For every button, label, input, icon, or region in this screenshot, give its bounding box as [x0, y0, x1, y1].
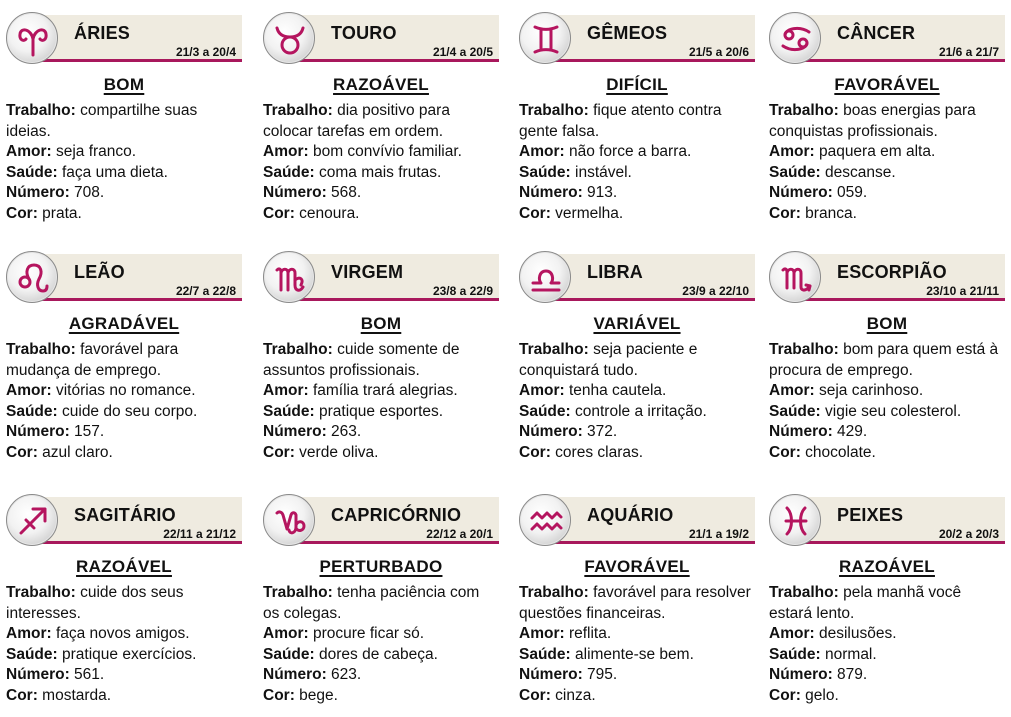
zodiac-medal — [769, 494, 821, 546]
work-text: boas energias para conquistas profissionais. — [769, 102, 976, 140]
love-label: Amor: — [263, 382, 309, 400]
sign-forecast — [263, 340, 499, 464]
health-line — [769, 645, 1005, 666]
cancer-icon — [776, 19, 816, 59]
love-text: vitórias no romance. — [55, 382, 196, 400]
sign-dates: 21/1 a 19/2 — [688, 527, 749, 541]
rating-text: FAVORÁVEL — [584, 557, 690, 576]
number-label: Número: — [6, 666, 70, 684]
work-line — [263, 583, 499, 624]
number-line — [263, 422, 499, 443]
work-label: Trabalho: — [263, 102, 333, 119]
number-text: 913. — [587, 184, 618, 202]
rating-text: BOM — [866, 314, 908, 333]
number-label: Número: — [769, 184, 833, 202]
health-text: cuide do seu corpo. — [62, 402, 198, 420]
love-text: desilusões. — [818, 625, 897, 643]
header-divider — [289, 541, 499, 544]
work-label: Trabalho: — [769, 102, 839, 119]
header-divider — [795, 59, 1005, 62]
color-line — [769, 443, 1005, 464]
sign-forecast — [769, 340, 1005, 464]
zodiac-medal — [263, 494, 315, 546]
health-label: Saúde: — [519, 645, 571, 663]
zodiac-medal — [6, 12, 58, 64]
love-line — [769, 142, 1005, 163]
sign-rating — [6, 557, 242, 577]
health-line — [263, 645, 499, 666]
rating-text: RAZOÁVEL — [76, 557, 172, 576]
sign-name: AQUÁRIO — [587, 505, 674, 525]
sign-header — [769, 494, 1005, 546]
leo-icon — [13, 258, 53, 298]
sign-dates: 23/9 a 22/10 — [682, 284, 749, 298]
sign-rating — [769, 314, 1005, 334]
sign-header — [6, 12, 242, 64]
color-label: Cor: — [263, 204, 295, 222]
taurus-icon — [270, 19, 310, 59]
rating-text: PERTURBADO — [319, 557, 443, 576]
color-line — [263, 686, 499, 707]
work-label: Trabalho: — [6, 341, 76, 358]
work-text: compartilhe suas ideias. — [6, 102, 198, 140]
love-text: paquera em alta. — [818, 143, 936, 161]
love-line — [519, 142, 755, 163]
health-text: vigie seu colesterol. — [825, 402, 962, 420]
color-line — [263, 443, 499, 464]
love-label: Amor: — [263, 625, 309, 643]
number-line — [6, 665, 242, 686]
header-divider — [545, 541, 755, 544]
color-text: azul claro. — [42, 443, 113, 461]
love-text: seja franco. — [55, 143, 137, 161]
health-text: controle a irritação. — [575, 402, 707, 420]
sign-rating — [519, 75, 755, 95]
work-line — [769, 101, 1005, 142]
health-text: dores de cabeça. — [319, 645, 438, 663]
color-text: verde oliva. — [299, 443, 379, 461]
sign-forecast — [519, 340, 755, 464]
sign-name: PEIXES — [837, 505, 904, 525]
number-label: Número: — [519, 184, 583, 202]
love-line — [6, 142, 242, 163]
work-line — [519, 340, 755, 381]
color-label: Cor: — [263, 443, 295, 461]
love-label: Amor: — [519, 143, 565, 161]
number-label: Número: — [519, 423, 583, 441]
color-line — [519, 686, 755, 707]
sign-rating — [263, 314, 499, 334]
sign-dates: 20/2 a 20/3 — [938, 527, 999, 541]
sign-rating — [519, 314, 755, 334]
work-label: Trabalho: — [263, 584, 333, 601]
health-text: instável. — [575, 163, 632, 181]
rating-text: RAZOÁVEL — [333, 75, 429, 94]
zodiac-medal — [263, 251, 315, 303]
color-line — [263, 204, 499, 225]
health-line — [519, 163, 755, 184]
health-label: Saúde: — [769, 402, 821, 420]
sign-name: VIRGEM — [331, 262, 404, 282]
number-label: Número: — [263, 666, 327, 684]
aquarius-icon — [526, 501, 566, 541]
number-text: 263. — [331, 423, 362, 441]
color-label: Cor: — [769, 204, 801, 222]
header-divider — [289, 298, 499, 301]
health-text: normal. — [825, 645, 877, 663]
work-text: favorável para resolver questões financeiras. — [519, 584, 751, 622]
work-text: seja paciente e conquistará tudo. — [519, 341, 698, 379]
sign-name: LEÃO — [74, 262, 125, 282]
work-text: cuide somente de assuntos profissionais. — [263, 341, 460, 379]
health-text: alimente-se bem. — [575, 645, 694, 663]
health-text: faça uma dieta. — [62, 163, 168, 181]
love-line — [6, 624, 242, 645]
work-text: fique atento contra gente falsa. — [519, 102, 722, 140]
sign-header — [6, 251, 242, 303]
scorpio-icon — [776, 258, 816, 298]
color-line — [769, 204, 1005, 225]
header-divider — [545, 59, 755, 62]
health-label: Saúde: — [519, 402, 571, 420]
zodiac-medal — [519, 494, 571, 546]
sign-dates: 21/4 a 20/5 — [432, 45, 493, 59]
work-line — [769, 583, 1005, 624]
sign-header — [519, 12, 755, 64]
sign-header — [6, 494, 242, 546]
number-text: 623. — [331, 666, 362, 684]
number-line — [6, 422, 242, 443]
sign-dates: 23/10 a 21/11 — [926, 284, 999, 298]
sign-rating — [769, 557, 1005, 577]
health-line — [519, 645, 755, 666]
color-text: cenoura. — [299, 204, 360, 222]
sign-name: SAGITÁRIO — [74, 505, 176, 525]
libra-icon — [526, 258, 566, 298]
work-line — [6, 101, 242, 142]
sign-forecast — [6, 101, 242, 225]
work-text: tenha paciência com os colegas. — [263, 584, 480, 622]
rating-text: BOM — [360, 314, 402, 333]
work-text: cuide dos seus interesses. — [6, 584, 184, 622]
work-label: Trabalho: — [519, 102, 589, 119]
rating-text: DIFÍCIL — [606, 75, 668, 94]
number-text: 429. — [837, 423, 868, 441]
work-text: pela manhã você estará lento. — [769, 584, 962, 622]
sagittarius-icon — [13, 501, 53, 541]
header-divider — [32, 59, 242, 62]
color-label: Cor: — [6, 204, 38, 222]
work-label: Trabalho: — [6, 102, 76, 119]
love-label: Amor: — [769, 143, 815, 161]
rating-text: VARIÁVEL — [593, 314, 681, 333]
love-line — [519, 624, 755, 645]
sign-rating — [769, 75, 1005, 95]
sign-rating — [6, 314, 242, 334]
health-text: pratique exercícios. — [62, 645, 197, 663]
number-text: 879. — [837, 666, 868, 684]
health-label: Saúde: — [6, 645, 58, 663]
love-label: Amor: — [769, 625, 815, 643]
health-label: Saúde: — [263, 645, 315, 663]
sign-dates: 21/5 a 20/6 — [688, 45, 749, 59]
work-label: Trabalho: — [519, 341, 589, 358]
love-line — [519, 381, 755, 402]
work-text: favorável para mudança de emprego. — [6, 341, 179, 379]
health-line — [6, 163, 242, 184]
virgo-icon — [270, 258, 310, 298]
number-label: Número: — [769, 423, 833, 441]
sign-header — [519, 494, 755, 546]
love-text: família trará alegrias. — [312, 382, 458, 400]
number-label: Número: — [263, 184, 327, 202]
header-divider — [795, 298, 1005, 301]
love-label: Amor: — [769, 382, 815, 400]
love-text: bom convívio familiar. — [312, 143, 462, 161]
work-line — [519, 101, 755, 142]
sign-header — [519, 251, 755, 303]
header-divider — [32, 541, 242, 544]
sign-header — [263, 12, 499, 64]
rating-text: BOM — [103, 75, 145, 94]
color-label: Cor: — [769, 443, 801, 461]
number-text: 561. — [74, 666, 105, 684]
work-label: Trabalho: — [6, 584, 76, 601]
love-line — [6, 381, 242, 402]
number-text: 372. — [587, 423, 618, 441]
sign-forecast — [263, 101, 499, 225]
sign-dates: 22/11 a 21/12 — [163, 527, 236, 541]
rating-text: RAZOÁVEL — [839, 557, 935, 576]
color-text: bege. — [299, 686, 338, 704]
sign-dates: 22/7 a 22/8 — [175, 284, 236, 298]
aries-icon — [13, 19, 53, 59]
love-text: não force a barra. — [568, 143, 692, 161]
number-text: 795. — [587, 666, 618, 684]
work-line — [769, 340, 1005, 381]
love-label: Amor: — [6, 143, 52, 161]
health-text: pratique esportes. — [319, 402, 444, 420]
gemini-icon — [526, 19, 566, 59]
color-label: Cor: — [6, 686, 38, 704]
sign-forecast — [769, 101, 1005, 225]
work-line — [6, 583, 242, 624]
color-line — [769, 686, 1005, 707]
love-line — [263, 142, 499, 163]
work-line — [6, 340, 242, 381]
rating-text: AGRADÁVEL — [68, 314, 180, 333]
love-line — [769, 381, 1005, 402]
number-text: 708. — [74, 184, 105, 202]
sign-header — [263, 494, 499, 546]
sign-dates: 23/8 a 22/9 — [432, 284, 493, 298]
sign-dates: 21/6 a 21/7 — [938, 45, 999, 59]
sign-name: ÁRIES — [74, 23, 131, 43]
color-text: vermelha. — [555, 204, 624, 222]
sign-header — [263, 251, 499, 303]
zodiac-medal — [6, 494, 58, 546]
love-text: tenha cautela. — [568, 382, 667, 400]
sign-name: CAPRICÓRNIO — [331, 505, 462, 525]
color-text: cores claras. — [555, 443, 644, 461]
sign-name: GÊMEOS — [587, 23, 668, 43]
color-text: prata. — [42, 204, 82, 222]
number-line — [769, 183, 1005, 204]
work-line — [263, 340, 499, 381]
love-text: reflita. — [568, 625, 612, 643]
header-divider — [32, 298, 242, 301]
header-divider — [289, 59, 499, 62]
sign-forecast — [6, 340, 242, 464]
rating-text: FAVORÁVEL — [834, 75, 940, 94]
sign-dates: 22/12 a 20/1 — [426, 527, 493, 541]
color-line — [6, 204, 242, 225]
sign-name: TOURO — [331, 23, 397, 43]
color-text: gelo. — [805, 686, 839, 704]
number-line — [769, 422, 1005, 443]
color-label: Cor: — [769, 686, 801, 704]
zodiac-medal — [519, 12, 571, 64]
color-text: chocolate. — [805, 443, 876, 461]
number-line — [519, 183, 755, 204]
health-label: Saúde: — [6, 163, 58, 181]
health-label: Saúde: — [519, 163, 571, 181]
color-label: Cor: — [519, 204, 551, 222]
love-line — [263, 624, 499, 645]
sign-name: CÂNCER — [837, 23, 916, 43]
health-line — [519, 402, 755, 423]
health-line — [263, 402, 499, 423]
love-text: faça novos amigos. — [55, 625, 190, 643]
health-line — [6, 402, 242, 423]
zodiac-medal — [263, 12, 315, 64]
number-label: Número: — [263, 423, 327, 441]
zodiac-medal — [519, 251, 571, 303]
health-line — [769, 402, 1005, 423]
color-label: Cor: — [6, 443, 38, 461]
number-label: Número: — [6, 423, 70, 441]
number-line — [263, 183, 499, 204]
sign-dates: 21/3 a 20/4 — [175, 45, 236, 59]
health-label: Saúde: — [769, 645, 821, 663]
number-line — [6, 183, 242, 204]
color-label: Cor: — [519, 686, 551, 704]
love-line — [263, 381, 499, 402]
number-text: 568. — [331, 184, 362, 202]
sign-forecast — [519, 583, 755, 707]
work-label: Trabalho: — [769, 584, 839, 601]
sign-forecast — [769, 583, 1005, 707]
sign-rating — [6, 75, 242, 95]
number-text: 059. — [837, 184, 868, 202]
zodiac-medal — [769, 12, 821, 64]
color-text: branca. — [805, 204, 857, 222]
love-label: Amor: — [519, 625, 565, 643]
header-divider — [545, 298, 755, 301]
capricorn-icon — [270, 501, 310, 541]
pisces-icon — [776, 501, 816, 541]
health-label: Saúde: — [263, 402, 315, 420]
number-line — [263, 665, 499, 686]
health-text: descanse. — [825, 163, 896, 181]
color-text: mostarda. — [42, 686, 112, 704]
sign-name: LIBRA — [587, 262, 643, 282]
work-line — [519, 583, 755, 624]
work-text: dia positivo para colocar tarefas em ordem. — [263, 102, 450, 140]
sign-forecast — [519, 101, 755, 225]
header-divider — [795, 541, 1005, 544]
sign-forecast — [6, 583, 242, 707]
color-line — [6, 443, 242, 464]
love-label: Amor: — [519, 382, 565, 400]
color-label: Cor: — [519, 443, 551, 461]
work-label: Trabalho: — [263, 341, 333, 358]
love-text: procure ficar só. — [312, 625, 425, 643]
work-line — [263, 101, 499, 142]
color-line — [519, 204, 755, 225]
health-line — [6, 645, 242, 666]
sign-rating — [263, 557, 499, 577]
health-label: Saúde: — [263, 163, 315, 181]
health-label: Saúde: — [769, 163, 821, 181]
love-line — [769, 624, 1005, 645]
color-line — [6, 686, 242, 707]
number-line — [519, 422, 755, 443]
love-label: Amor: — [263, 143, 309, 161]
work-text: bom para quem está à procura de emprego. — [769, 341, 999, 379]
number-line — [769, 665, 1005, 686]
number-line — [519, 665, 755, 686]
work-label: Trabalho: — [519, 584, 589, 601]
number-label: Número: — [519, 666, 583, 684]
love-label: Amor: — [6, 625, 52, 643]
number-label: Número: — [769, 666, 833, 684]
color-text: cinza. — [555, 686, 596, 704]
number-text: 157. — [74, 423, 105, 441]
sign-name: ESCORPIÃO — [837, 262, 947, 282]
love-label: Amor: — [6, 382, 52, 400]
sign-forecast — [263, 583, 499, 707]
number-label: Número: — [6, 184, 70, 202]
zodiac-medal — [6, 251, 58, 303]
sign-header — [769, 251, 1005, 303]
health-line — [769, 163, 1005, 184]
zodiac-medal — [769, 251, 821, 303]
health-text: coma mais frutas. — [319, 163, 442, 181]
sign-rating — [263, 75, 499, 95]
love-text: seja carinhoso. — [818, 382, 924, 400]
color-label: Cor: — [263, 686, 295, 704]
work-label: Trabalho: — [769, 341, 839, 358]
sign-rating — [519, 557, 755, 577]
health-line — [263, 163, 499, 184]
color-line — [519, 443, 755, 464]
health-label: Saúde: — [6, 402, 58, 420]
sign-header — [769, 12, 1005, 64]
